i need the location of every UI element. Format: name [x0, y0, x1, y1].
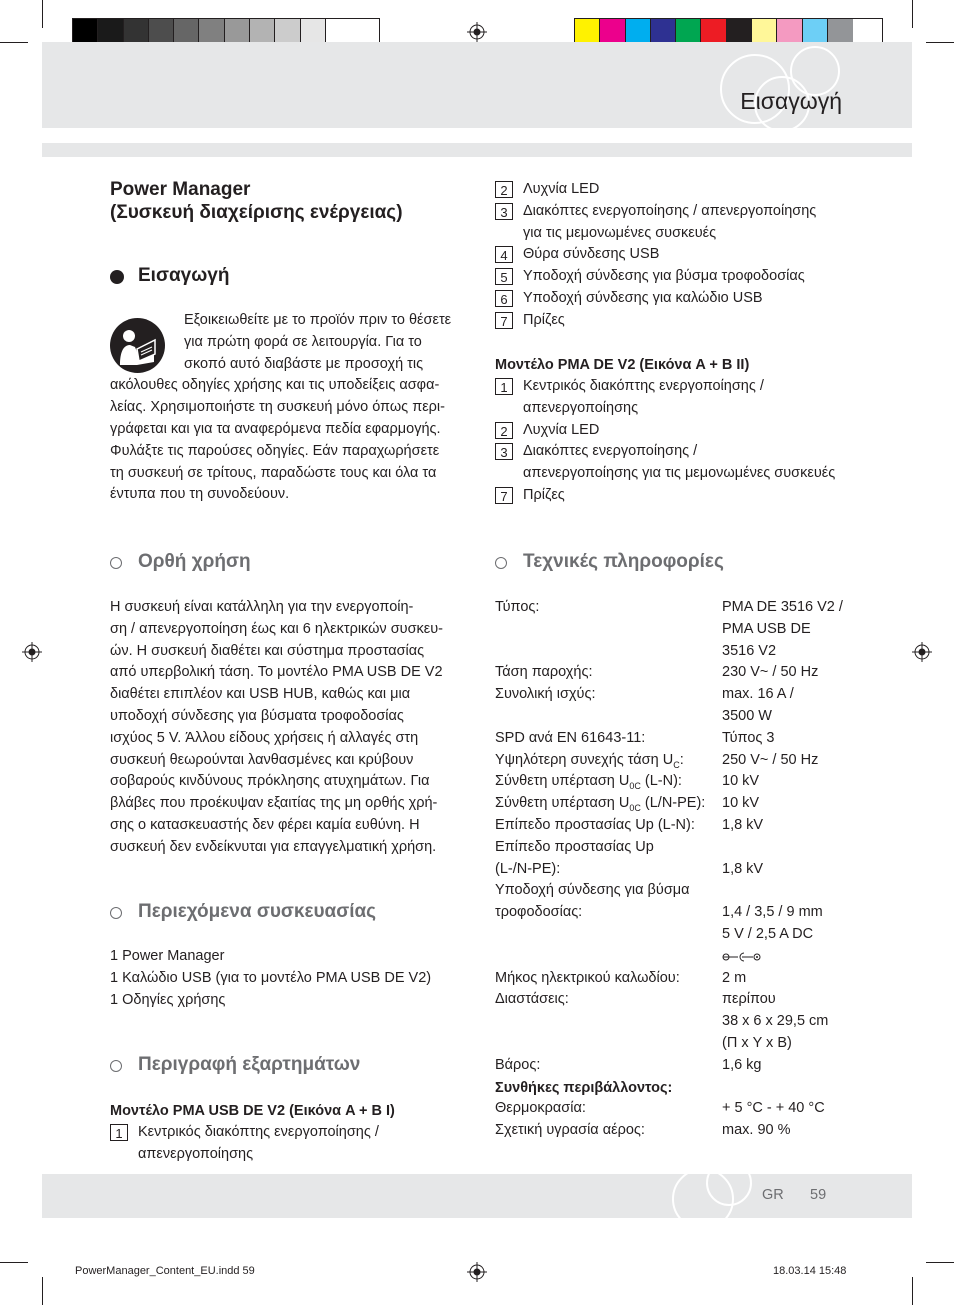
model-subheading: Μοντέλο PMA USB DE V2 (Εικόνα A + B I)	[110, 1103, 395, 1119]
spec-value: 1,6 kg	[722, 1056, 762, 1073]
crop-mark	[926, 1262, 954, 1263]
spec-value: 10 kV	[722, 773, 760, 790]
text-line: 1 Καλώδιο USB (για το μοντέλο PMA USB DE V2)	[110, 969, 432, 986]
spec-value: + 5 °C - + 40 °C	[722, 1100, 825, 1117]
part-number: 2	[495, 422, 513, 439]
section-bullet-icon	[495, 557, 507, 569]
text-line: έντυπα που τη συνοδεύουν.	[110, 486, 290, 503]
spec-value: PMA DE 3516 V2 / PMA USB DE 3516 V2	[722, 599, 843, 659]
part-number: 1	[110, 1124, 128, 1141]
spec-value: 10 kV	[722, 795, 760, 812]
spec-label: Επίπεδο προστασίας Up (L-/N-PE):	[495, 838, 654, 877]
spec-label: Σύνθετη υπέρταση $U_{0C}$ (L/N-PE):	[495, 795, 706, 814]
text-line: σκοπό αυτό διαβάστε με προσοχή τις	[184, 355, 424, 372]
part-label: Κεντρικός διακόπτης ενεργοποίησης / απενεργοποίησης	[138, 1124, 379, 1162]
part-label: Διακόπτες ενεργοποίησης / απενεργοποίησης για τις μεμονωμένες συσκευές	[523, 443, 836, 482]
text-line: 1 Οδηγίες χρήσης	[110, 991, 226, 1008]
spec-label: Συνολική ισχύς:	[495, 686, 596, 703]
part-label: Θύρα σύνδεσης USB	[523, 246, 660, 263]
slug-filename: PowerManager_Content_EU.indd 59	[75, 1265, 255, 1277]
text-line: Φυλάξτε τις παρούσες οδηγίες. Εάν παραχωρήσετε	[110, 442, 440, 459]
crop-mark	[0, 1262, 28, 1263]
crop-mark	[42, 0, 43, 28]
crop-mark	[926, 42, 954, 43]
text-line: Εξοικειωθείτε με το προϊόν πριν το θέσετε	[184, 312, 452, 328]
text-line: ών. Η συσκευή διαθέτει και σύστημα προστασίας	[110, 642, 425, 659]
part-label: Υποδοχή σύνδεσης για καλώδιο USB	[523, 290, 763, 306]
spec-label: SPD ανά EN 61643-11:	[495, 729, 646, 746]
part-number: 3	[495, 443, 513, 460]
part-label: Κεντρικός διακόπτης ενεργοποίησης / απενεργοποίησης	[523, 378, 764, 416]
section-bullet-icon	[110, 1060, 122, 1072]
intro-paragraph	[110, 310, 462, 506]
spec-value: 1,8 kV	[722, 817, 764, 833]
footer-language: GR	[762, 1187, 784, 1203]
decorative-circle	[706, 1160, 752, 1206]
spec-label: Σύνθετη υπέρταση $U_{0C}$ (L-N):	[495, 773, 682, 792]
spec-value: 1,4 / 3,5 / 9 mm 5 V / 2,5 A DC	[722, 904, 823, 942]
crop-mark	[912, 1277, 913, 1305]
part-number: 7	[495, 487, 513, 504]
page-number: 59	[810, 1187, 827, 1203]
spec-label: Τύπος:	[495, 599, 540, 615]
section-heading-technical: Τεχνικές πληροφορίες	[523, 551, 724, 572]
spec-label: Υψηλότερη συνεχής τάση $U_C$:	[495, 751, 684, 770]
text-line: σης ο κατασκευαστής δεν φέρει καμία ευθύνη. Η	[110, 816, 420, 833]
registration-mark-icon	[467, 1262, 487, 1282]
main-title	[110, 178, 403, 224]
text-line: από υπερβολική τάση. Το μοντέλο PMA USB DE V2	[110, 664, 443, 681]
section-heading-proper-use: Ορθή χρήση	[138, 551, 251, 572]
spec-label: Βάρος:	[495, 1056, 541, 1073]
part-number: 1	[495, 378, 513, 395]
registration-mark-icon	[22, 642, 42, 662]
page-header-title: Εισαγωγή	[740, 88, 842, 114]
crop-mark	[0, 42, 28, 43]
text-line: ακόλουθες οδηγίες χρήσης και τις υποδείξεις ασφα-	[110, 377, 440, 394]
text-line: για πρώτη φορά σε λειτουργία. Για το	[184, 333, 422, 350]
section-heading-parts: Περιγραφή εξαρτημάτων	[138, 1054, 361, 1075]
part-number: 4	[495, 246, 513, 263]
main-title-line: (Συσκευή διαχείρισης ενέργειας)	[110, 202, 403, 223]
text-line: διαθέτει επιπλέον και USB HUB, καθώς και μια	[110, 686, 411, 703]
spec-label: Θερμοκρασία:	[495, 1100, 586, 1117]
spec-value: 1,8 kV	[722, 860, 764, 877]
spec-value: 250 V~ / 50 Hz	[722, 751, 819, 768]
text-line: συσκευή δεν ενδείκνυται για επαγγελματική χρήση.	[110, 838, 437, 855]
crop-mark	[912, 0, 913, 28]
text-line: υποδοχή σύνδεσης για βύσματα τροφοδοσίας	[110, 707, 404, 724]
spec-value: max. 16 A / 3500 W	[722, 686, 794, 724]
environment-subheading: Συνθήκες περιβάλλοντος:	[495, 1079, 673, 1096]
text-line: τη συσκευή σε τρίτους, παραδώστε τους και όλα τα	[110, 464, 437, 481]
spec-value: 230 V~ / 50 Hz	[722, 664, 819, 681]
section-bullet-icon	[110, 270, 124, 284]
crop-mark	[42, 1277, 43, 1305]
section-heading-intro: Εισαγωγή	[138, 265, 230, 286]
main-title-line: Power Manager	[110, 179, 251, 200]
header-rule	[42, 143, 912, 157]
polarity-symbol-icon	[722, 950, 762, 964]
part-number: 5	[495, 268, 513, 285]
text-line: 1 Power Manager	[110, 948, 225, 964]
spec-value: max. 90 %	[722, 1122, 791, 1139]
text-line: γράφεται και για τα αναφερόμενα πεδία εφαρμογής.	[110, 420, 441, 437]
text-line: ισχύος 5 V. Άλλου είδους χρήσεις ή αλλαγές στη	[110, 729, 419, 746]
spec-label: Επίπεδο προστασίας Up (L-N):	[495, 817, 695, 833]
part-label: Πρίζες	[523, 311, 565, 328]
text-line: λείας. Χρησιμοποιήστε τη συσκευή μόνο όπως περι-	[110, 399, 445, 416]
text-line: Η συσκευή είναι κατάλληλη για την ενεργοποίη-	[110, 599, 414, 615]
package-contents-list	[110, 946, 470, 1011]
spec-value: Τύπος 3	[722, 729, 775, 746]
spec-label: Διαστάσεις:	[495, 991, 569, 1008]
part-label: Λυχνία LED	[523, 421, 600, 438]
text-line: βλάβες που προέκυψαν εξαιτίας της μη ορθής χρή-	[110, 795, 438, 812]
spec-label: Τάση παροχής:	[495, 664, 593, 681]
model1-parts-list	[495, 179, 865, 339]
model2-parts-list	[495, 376, 865, 516]
part-number: 7	[495, 312, 513, 329]
technical-specs-table	[495, 597, 875, 1157]
spec-label: Υποδοχή σύνδεσης για βύσμα τροφοδοσίας:	[495, 882, 690, 921]
slug-date: 18.03.14 15:48	[773, 1265, 847, 1277]
part-label: Διακόπτες ενεργοποίησης / απενεργοποίησης για τις μεμονωμένες συσκευές	[523, 202, 817, 241]
part-number: 2	[495, 181, 513, 198]
spec-label: Σχετική υγρασία αέρος:	[495, 1122, 645, 1139]
spec-value: 2 m	[722, 969, 747, 986]
part-label: Πρίζες	[523, 487, 565, 503]
model-subheading: Μοντέλο PMA DE V2 (Εικόνα A + B II)	[495, 357, 750, 373]
part-label: Λυχνία LED	[523, 181, 600, 197]
proper-use-paragraph	[110, 597, 470, 859]
section-heading-package: Περιεχόμενα συσκευασίας	[138, 901, 377, 922]
spec-value: περίπου 38 x 6 x 29,5 cm (Π x Υ x Β)	[722, 991, 829, 1051]
section-bullet-icon	[110, 557, 122, 569]
spec-label: Μήκος ηλεκτρικού καλωδίου:	[495, 969, 680, 986]
part-number: 3	[495, 203, 513, 220]
part-label: Υποδοχή σύνδεσης για βύσμα τροφοδοσίας	[523, 268, 805, 285]
text-line: συσκευή θεωρούνται λανθασμένες και κρύβουν	[110, 751, 414, 768]
registration-mark-icon	[467, 22, 487, 42]
section-bullet-icon	[110, 907, 122, 919]
text-line: σοβαρούς κινδύνους πρόκλησης ατυχημάτων. Για	[110, 773, 430, 790]
part-number: 6	[495, 290, 513, 307]
text-line: ση / απενεργοποίηση έως και 6 ηλεκτρικών συσκευ-	[110, 620, 444, 637]
registration-mark-icon	[912, 642, 932, 662]
